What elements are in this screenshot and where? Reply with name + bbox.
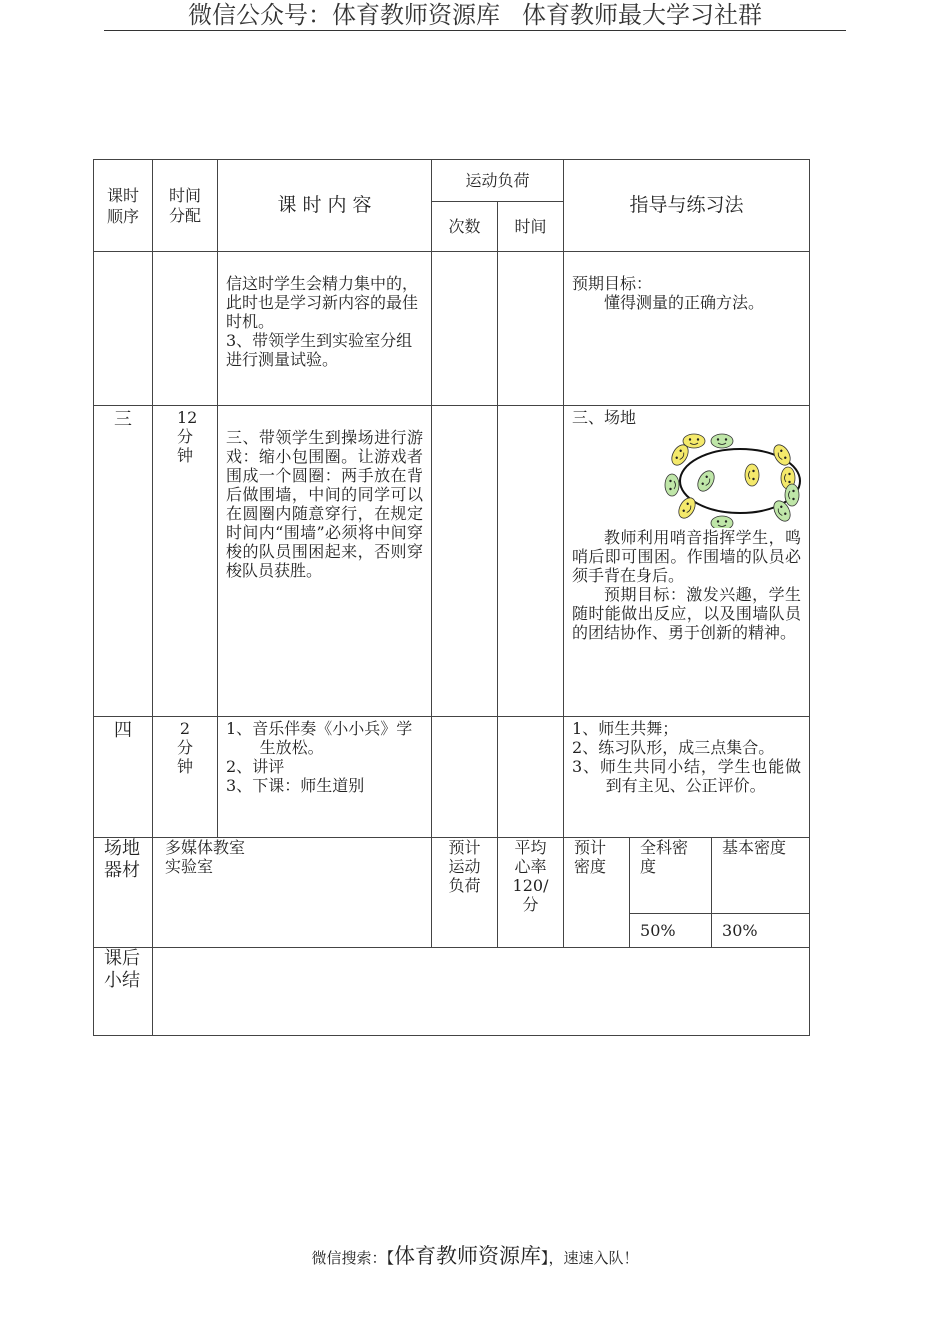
equipment-content bbox=[153, 838, 432, 948]
full-density-value: 50% bbox=[630, 914, 712, 948]
student-smiley-icon bbox=[745, 464, 759, 486]
row2-method-p1: 教师利用哨音指挥学生，鸣哨后即可围困。作围墙的队员必须手背在身后。 bbox=[572, 528, 802, 585]
list-item: 2、讲评 bbox=[226, 757, 285, 776]
list-item: 2、练习队形，成三点集合。 bbox=[572, 738, 775, 757]
summary-label: 课后小结 bbox=[94, 948, 153, 1036]
summary-content bbox=[153, 948, 810, 1036]
list-item: 3、下课：师生道别 bbox=[226, 776, 365, 795]
row1-content bbox=[218, 252, 432, 406]
field-diagram bbox=[572, 433, 801, 528]
table-row bbox=[94, 838, 810, 914]
header-count: 次数 bbox=[432, 202, 498, 252]
page-header bbox=[104, 0, 846, 31]
row3-sequence: 四 bbox=[94, 717, 153, 838]
student-smiley-icon bbox=[711, 434, 733, 448]
header-left-text: 微信公众号：体育教师资源库 bbox=[188, 1, 500, 29]
table-row bbox=[94, 717, 810, 838]
circle-game-diagram bbox=[632, 433, 848, 528]
table-row bbox=[94, 252, 810, 406]
row1-load-time bbox=[498, 252, 564, 406]
row3-count bbox=[432, 717, 498, 838]
student-smiley-icon bbox=[665, 474, 679, 496]
equipment-label: 场地器材 bbox=[94, 838, 153, 948]
header-time: 时间 bbox=[498, 202, 564, 252]
row2-method-p2: 预期目标：激发兴趣，学生随时能做出反应，以及围墙队员的团结协作、勇于创新的精神。 bbox=[572, 585, 802, 642]
row1-content-line: 3、带领学生到实验室分组进行测量试验。 bbox=[226, 331, 413, 369]
row3-content bbox=[218, 717, 432, 838]
row3-method bbox=[564, 717, 810, 838]
row2-content-text: 三、带领学生到操场进行游戏：缩小包围圈。让游戏者围成一个圆圈：两手放在背后做围墙，中间的同学可以在圆圈内随意穿行，在规定时间内“围墙”必须将中间穿梭的队员围困起来，否则穿梭队员获胜。 bbox=[226, 428, 423, 580]
header-time-allocation: 时间分配 bbox=[153, 160, 218, 252]
equipment-line: 实验室 bbox=[165, 857, 214, 876]
student-smiley-icon bbox=[694, 468, 717, 494]
student-smiley-icon bbox=[785, 484, 799, 506]
header-exercise-load: 运动负荷 bbox=[432, 160, 564, 202]
basic-density-value: 30% bbox=[712, 914, 810, 948]
page-footer bbox=[0, 1240, 950, 1270]
header-method: 指导与练习法 bbox=[564, 160, 810, 252]
row2-method-title: 三、场地 bbox=[572, 408, 637, 427]
student-smiley-icon bbox=[711, 516, 733, 528]
row1-method-title: 预期目标： bbox=[572, 274, 653, 293]
header-sequence: 课时顺序 bbox=[94, 160, 153, 252]
footer-brand: 体育教师资源库 bbox=[394, 1244, 541, 1268]
row1-method-text: 懂得测量的正确方法。 bbox=[604, 293, 765, 312]
table-row bbox=[94, 948, 810, 1036]
basic-density-label: 基本密度 bbox=[712, 838, 810, 914]
heart-rate: 平均心率120/分 bbox=[498, 838, 564, 948]
table-row bbox=[94, 406, 810, 717]
row1-time bbox=[153, 252, 218, 406]
row1-sequence bbox=[94, 252, 153, 406]
row3-time: 2分钟 bbox=[153, 717, 218, 838]
density-label: 预计密度 bbox=[564, 838, 630, 948]
row2-time: 12分钟 bbox=[153, 406, 218, 717]
list-item: 1、师生共舞； bbox=[572, 719, 679, 738]
full-density-label: 全科密度 bbox=[630, 838, 712, 914]
student-smiley-icon bbox=[675, 495, 698, 521]
lesson-plan-table bbox=[93, 159, 810, 1036]
header-right-text: 体育教师最大学习社群 bbox=[522, 1, 762, 29]
row2-count bbox=[432, 406, 498, 717]
row2-method bbox=[564, 406, 810, 717]
row1-count bbox=[432, 252, 498, 406]
row1-content-line: 信这时学生会精力集中的，此时也是学习新内容的最佳时机。 bbox=[226, 274, 419, 331]
row2-load-time bbox=[498, 406, 564, 717]
equipment-line: 多媒体教室 bbox=[165, 838, 246, 857]
header-content: 课 时 内 容 bbox=[218, 160, 432, 252]
row3-load-time bbox=[498, 717, 564, 838]
row2-sequence: 三 bbox=[94, 406, 153, 717]
footer-suffix: 】，速速入队！ bbox=[541, 1249, 639, 1267]
row1-method bbox=[564, 252, 810, 406]
expected-load-label: 预计运动负荷 bbox=[432, 838, 498, 948]
row2-content bbox=[218, 406, 432, 717]
list-item: 3、师生共同小结，学生也能做到有主见、公正评价。 bbox=[572, 757, 802, 795]
footer-prefix: 微信搜索：【 bbox=[311, 1249, 394, 1267]
list-item: 1、音乐伴奏《小小兵》学生放松。 bbox=[226, 719, 413, 757]
